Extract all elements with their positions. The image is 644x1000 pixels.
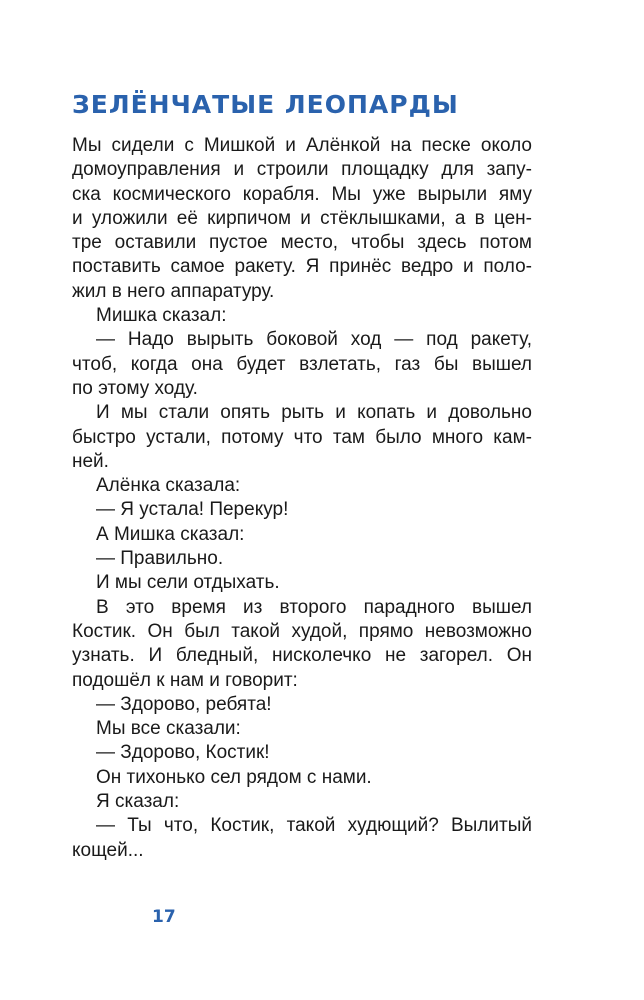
text-line: А Мишка сказал: [96,523,245,545]
text-line: — Ты что, Костик, такой худющий? Вылитый [96,815,532,837]
text-line: — Здорово, Костик! [96,742,270,764]
story-text [72,134,532,863]
text-line: подошёл к нам и говорит: [72,669,298,691]
page-number: 17 [152,907,176,927]
text-line: Мы сидели с Мишкой и Алёнкой на песке около [72,135,532,156]
text-line: тре оставили пустое место, чтобы здесь потом [72,232,532,254]
text-line: Мы все сказали: [96,718,241,740]
text-line: поставить самое ракету. Я принёс ведро и поло- [72,256,532,278]
text-line: — Правильно. [96,548,224,570]
text-line: В это время из второго парадного вышел [96,596,532,618]
chapter-title: ЗЕЛЁНЧАТЫЕ ЛЕОПАРДЫ [72,90,459,119]
text-line: ска космического корабля. Мы уже вырыли яму [72,183,532,205]
text-line: кощей... [72,839,144,861]
text-line: Мишка сказал: [96,305,227,327]
text-line: Алёнка сказала: [96,475,241,497]
text-line: — Здорово, ребята! [96,693,272,715]
text-line: Я сказал: [96,791,180,813]
text-line: И мы стали опять рыть и копать и довольно [96,402,532,424]
text-line: и уложили её кирпичом и стёклышками, а в цен- [72,207,532,229]
text-line: домоуправления и строили площадку для запу- [72,159,532,181]
text-line: И мы сели отдыхать. [96,572,280,594]
text-line: чтоб, когда она будет взлетать, газ бы вышел [72,353,532,375]
text-line: — Надо вырыть боковой ход — под ракету, [96,329,532,351]
text-line: ней. [72,450,109,472]
text-line: — Я устала! Перекур! [96,499,289,521]
text-line: Костик. Он был такой худой, прямо невозможно [72,620,532,642]
text-line: узнать. И бледный, нисколечко не загорел. Он [72,645,532,667]
text-line: по этому ходу. [72,377,198,399]
text-line: Он тихонько сел рядом с нами. [96,766,372,788]
text-line: жил в него аппаратуру. [72,280,275,302]
text-line: быстро устали, потому что там было много кам- [72,426,532,448]
